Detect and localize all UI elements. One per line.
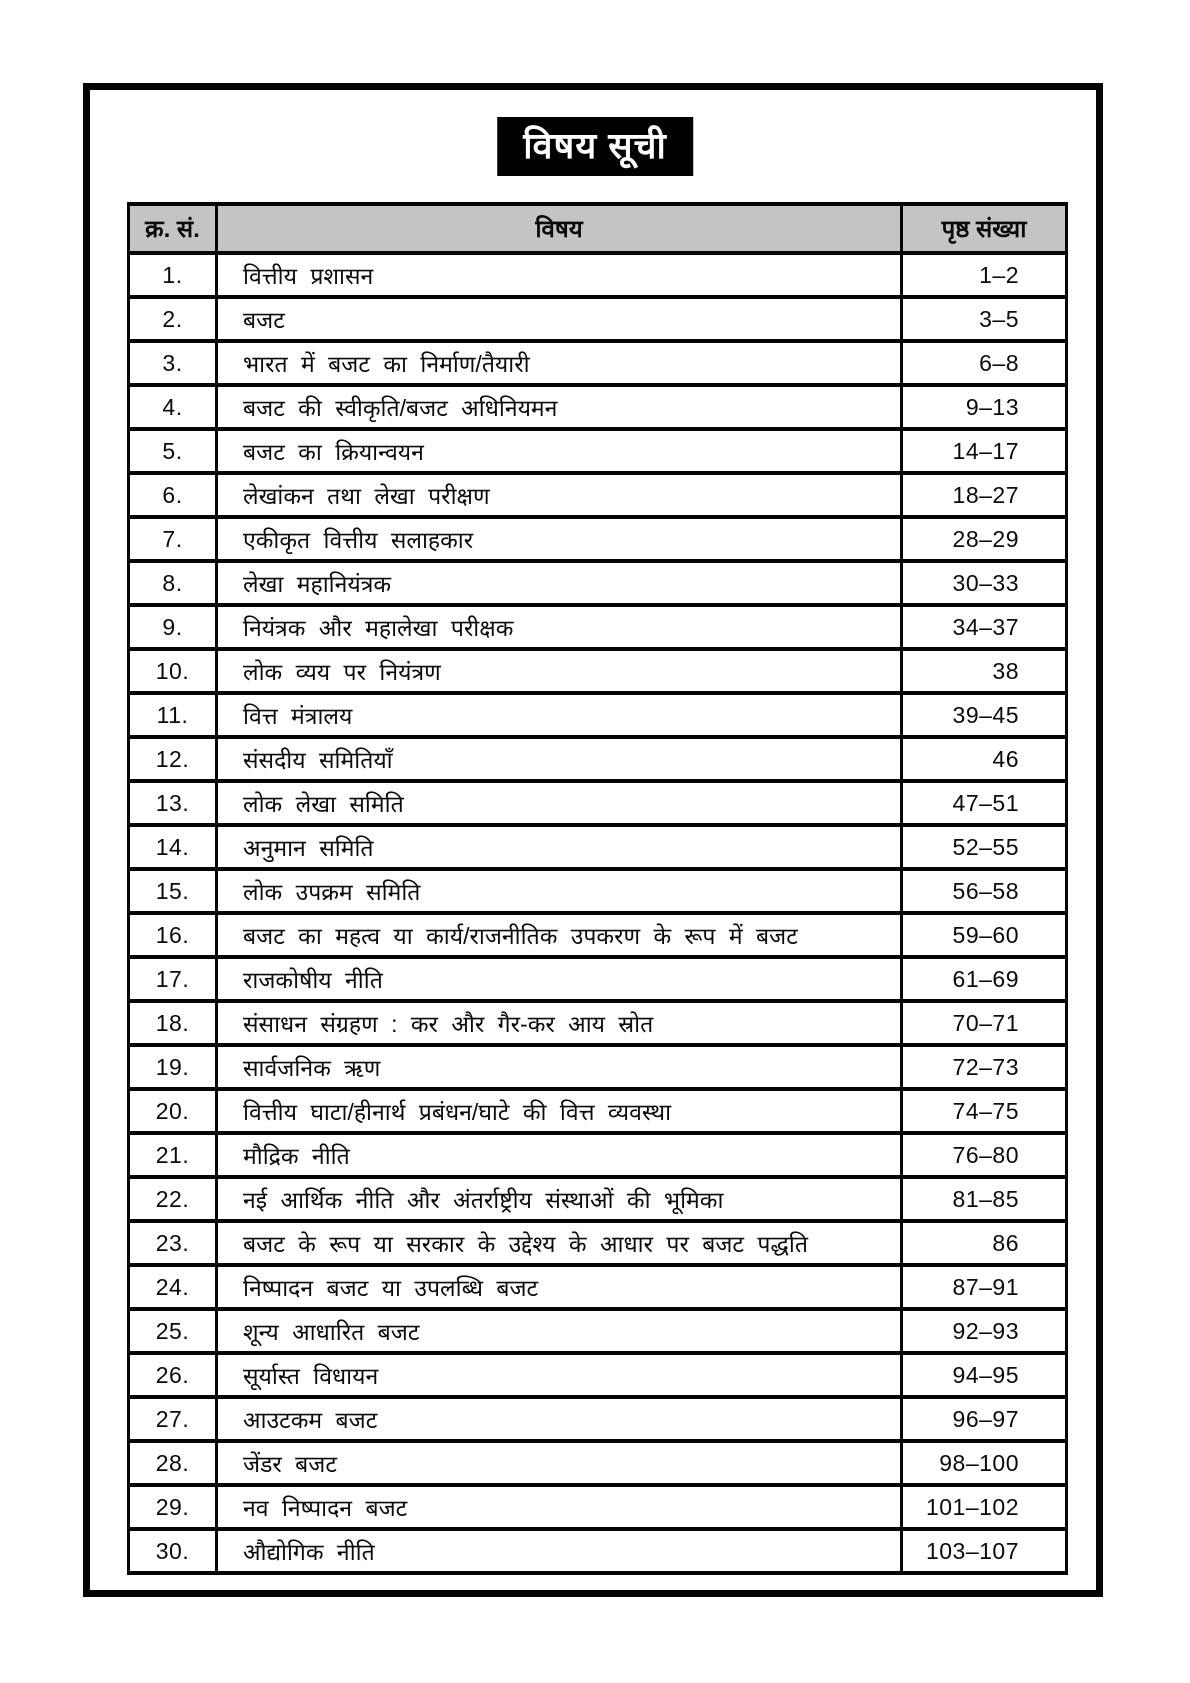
toc-row (129, 1045, 1067, 1089)
pages-cell: 34–37 (902, 605, 1067, 649)
subject-cell: लोक व्यय पर नियंत्रण (217, 649, 902, 693)
toc-row (129, 1353, 1067, 1397)
toc-row (129, 1309, 1067, 1353)
pages-cell: 101–102 (902, 1485, 1067, 1529)
header-serial: क्र. सं. (129, 204, 217, 253)
header-pages: पृष्ठ संख्या (902, 204, 1067, 253)
subject-cell: बजट की स्वीकृति/बजट अधिनियमन (217, 385, 902, 429)
pages-cell: 59–60 (902, 913, 1067, 957)
toc-row (129, 473, 1067, 517)
pages-cell: 52–55 (902, 825, 1067, 869)
toc-row (129, 1529, 1067, 1573)
subject-cell: मौद्रिक नीति (217, 1133, 902, 1177)
toc-row (129, 385, 1067, 429)
pages-cell: 56–58 (902, 869, 1067, 913)
subject-cell: वित्तीय प्रशासन (217, 253, 902, 297)
toc-row (129, 1089, 1067, 1133)
serial-cell: 26. (129, 1353, 217, 1397)
subject-cell: अनुमान समिति (217, 825, 902, 869)
toc-table-header (129, 204, 1067, 253)
serial-cell: 5. (129, 429, 217, 473)
subject-cell: जेंडर बजट (217, 1441, 902, 1485)
serial-cell: 27. (129, 1397, 217, 1441)
pages-cell: 61–69 (902, 957, 1067, 1001)
subject-cell: एकीकृत वित्तीय सलाहकार (217, 517, 902, 561)
pages-cell: 9–13 (902, 385, 1067, 429)
subject-cell: लेखांकन तथा लेखा परीक्षण (217, 473, 902, 517)
toc-row (129, 913, 1067, 957)
subject-cell: लेखा महानियंत्रक (217, 561, 902, 605)
pages-cell: 87–91 (902, 1265, 1067, 1309)
toc-row (129, 605, 1067, 649)
serial-cell: 23. (129, 1221, 217, 1265)
toc-body (129, 253, 1067, 1573)
toc-row (129, 1485, 1067, 1529)
subject-cell: वित्तीय घाटा/हीनार्थ प्रबंधन/घाटे की वित्त व्यवस्था (217, 1089, 902, 1133)
pages-cell: 14–17 (902, 429, 1067, 473)
subject-cell: सूर्यास्त विधायन (217, 1353, 902, 1397)
serial-cell: 10. (129, 649, 217, 693)
pages-cell: 39–45 (902, 693, 1067, 737)
toc-row (129, 1001, 1067, 1045)
subject-cell: भारत में बजट का निर्माण/तैयारी (217, 341, 902, 385)
toc-row (129, 253, 1067, 297)
serial-cell: 11. (129, 693, 217, 737)
subject-cell: आउटकम बजट (217, 1397, 902, 1441)
subject-cell: संसदीय समितियाँ (217, 737, 902, 781)
subject-cell: नई आर्थिक नीति और अंतर्राष्ट्रीय संस्थाओं की भूमिका (217, 1177, 902, 1221)
toc-row (129, 737, 1067, 781)
serial-cell: 6. (129, 473, 217, 517)
subject-cell: शून्य आधारित बजट (217, 1309, 902, 1353)
pages-cell: 98–100 (902, 1441, 1067, 1485)
serial-cell: 16. (129, 913, 217, 957)
pages-cell: 46 (902, 737, 1067, 781)
toc-row (129, 561, 1067, 605)
serial-cell: 24. (129, 1265, 217, 1309)
toc-row (129, 429, 1067, 473)
toc-row (129, 1177, 1067, 1221)
serial-cell: 2. (129, 297, 217, 341)
header-row (129, 204, 1067, 253)
pages-cell: 86 (902, 1221, 1067, 1265)
pages-cell: 94–95 (902, 1353, 1067, 1397)
serial-cell: 22. (129, 1177, 217, 1221)
toc-row (129, 649, 1067, 693)
serial-cell: 3. (129, 341, 217, 385)
pages-cell: 92–93 (902, 1309, 1067, 1353)
toc-table (127, 202, 1068, 1575)
pages-cell: 18–27 (902, 473, 1067, 517)
toc-row (129, 1397, 1067, 1441)
pages-cell: 1–2 (902, 253, 1067, 297)
subject-cell: बजट (217, 297, 902, 341)
subject-cell: लोक लेखा समिति (217, 781, 902, 825)
subject-cell: संसाधन संग्रहण : कर और गैर-कर आय स्रोत (217, 1001, 902, 1045)
serial-cell: 13. (129, 781, 217, 825)
toc-row (129, 1221, 1067, 1265)
pages-cell: 3–5 (902, 297, 1067, 341)
subject-cell: नियंत्रक और महालेखा परीक्षक (217, 605, 902, 649)
serial-cell: 21. (129, 1133, 217, 1177)
subject-cell: नव निष्पादन बजट (217, 1485, 902, 1529)
pages-cell: 76–80 (902, 1133, 1067, 1177)
pages-cell: 38 (902, 649, 1067, 693)
pages-cell: 30–33 (902, 561, 1067, 605)
toc-row (129, 693, 1067, 737)
serial-cell: 28. (129, 1441, 217, 1485)
serial-cell: 30. (129, 1529, 217, 1573)
toc-row (129, 825, 1067, 869)
toc-row (129, 869, 1067, 913)
serial-cell: 25. (129, 1309, 217, 1353)
serial-cell: 29. (129, 1485, 217, 1529)
serial-cell: 9. (129, 605, 217, 649)
pages-cell: 103–107 (902, 1529, 1067, 1573)
serial-cell: 14. (129, 825, 217, 869)
pages-cell: 72–73 (902, 1045, 1067, 1089)
toc-row (129, 517, 1067, 561)
toc-row (129, 1265, 1067, 1309)
serial-cell: 7. (129, 517, 217, 561)
subject-cell: बजट के रूप या सरकार के उद्देश्य के आधार पर बजट पद्धति (217, 1221, 902, 1265)
subject-cell: बजट का महत्व या कार्य/राजनीतिक उपकरण के रूप में बजट (217, 913, 902, 957)
serial-cell: 19. (129, 1045, 217, 1089)
pages-cell: 96–97 (902, 1397, 1067, 1441)
toc-row (129, 341, 1067, 385)
pages-cell: 70–71 (902, 1001, 1067, 1045)
toc-row (129, 957, 1067, 1001)
subject-cell: सार्वजनिक ऋण (217, 1045, 902, 1089)
page-title: विषय सूची (497, 117, 693, 176)
serial-cell: 8. (129, 561, 217, 605)
subject-cell: बजट का क्रियान्वयन (217, 429, 902, 473)
subject-cell: राजकोषीय नीति (217, 957, 902, 1001)
pages-cell: 28–29 (902, 517, 1067, 561)
serial-cell: 15. (129, 869, 217, 913)
serial-cell: 4. (129, 385, 217, 429)
serial-cell: 17. (129, 957, 217, 1001)
pages-cell: 81–85 (902, 1177, 1067, 1221)
subject-cell: निष्पादन बजट या उपलब्धि बजट (217, 1265, 902, 1309)
pages-cell: 47–51 (902, 781, 1067, 825)
subject-cell: लोक उपक्रम समिति (217, 869, 902, 913)
serial-cell: 12. (129, 737, 217, 781)
toc-row (129, 297, 1067, 341)
subject-cell: वित्त मंत्रालय (217, 693, 902, 737)
toc-row (129, 781, 1067, 825)
pages-cell: 74–75 (902, 1089, 1067, 1133)
pages-cell: 6–8 (902, 341, 1067, 385)
serial-cell: 20. (129, 1089, 217, 1133)
toc-row (129, 1441, 1067, 1485)
toc-row (129, 1133, 1067, 1177)
subject-cell: औद्योगिक नीति (217, 1529, 902, 1573)
serial-cell: 1. (129, 253, 217, 297)
serial-cell: 18. (129, 1001, 217, 1045)
header-subject: विषय (217, 204, 902, 253)
